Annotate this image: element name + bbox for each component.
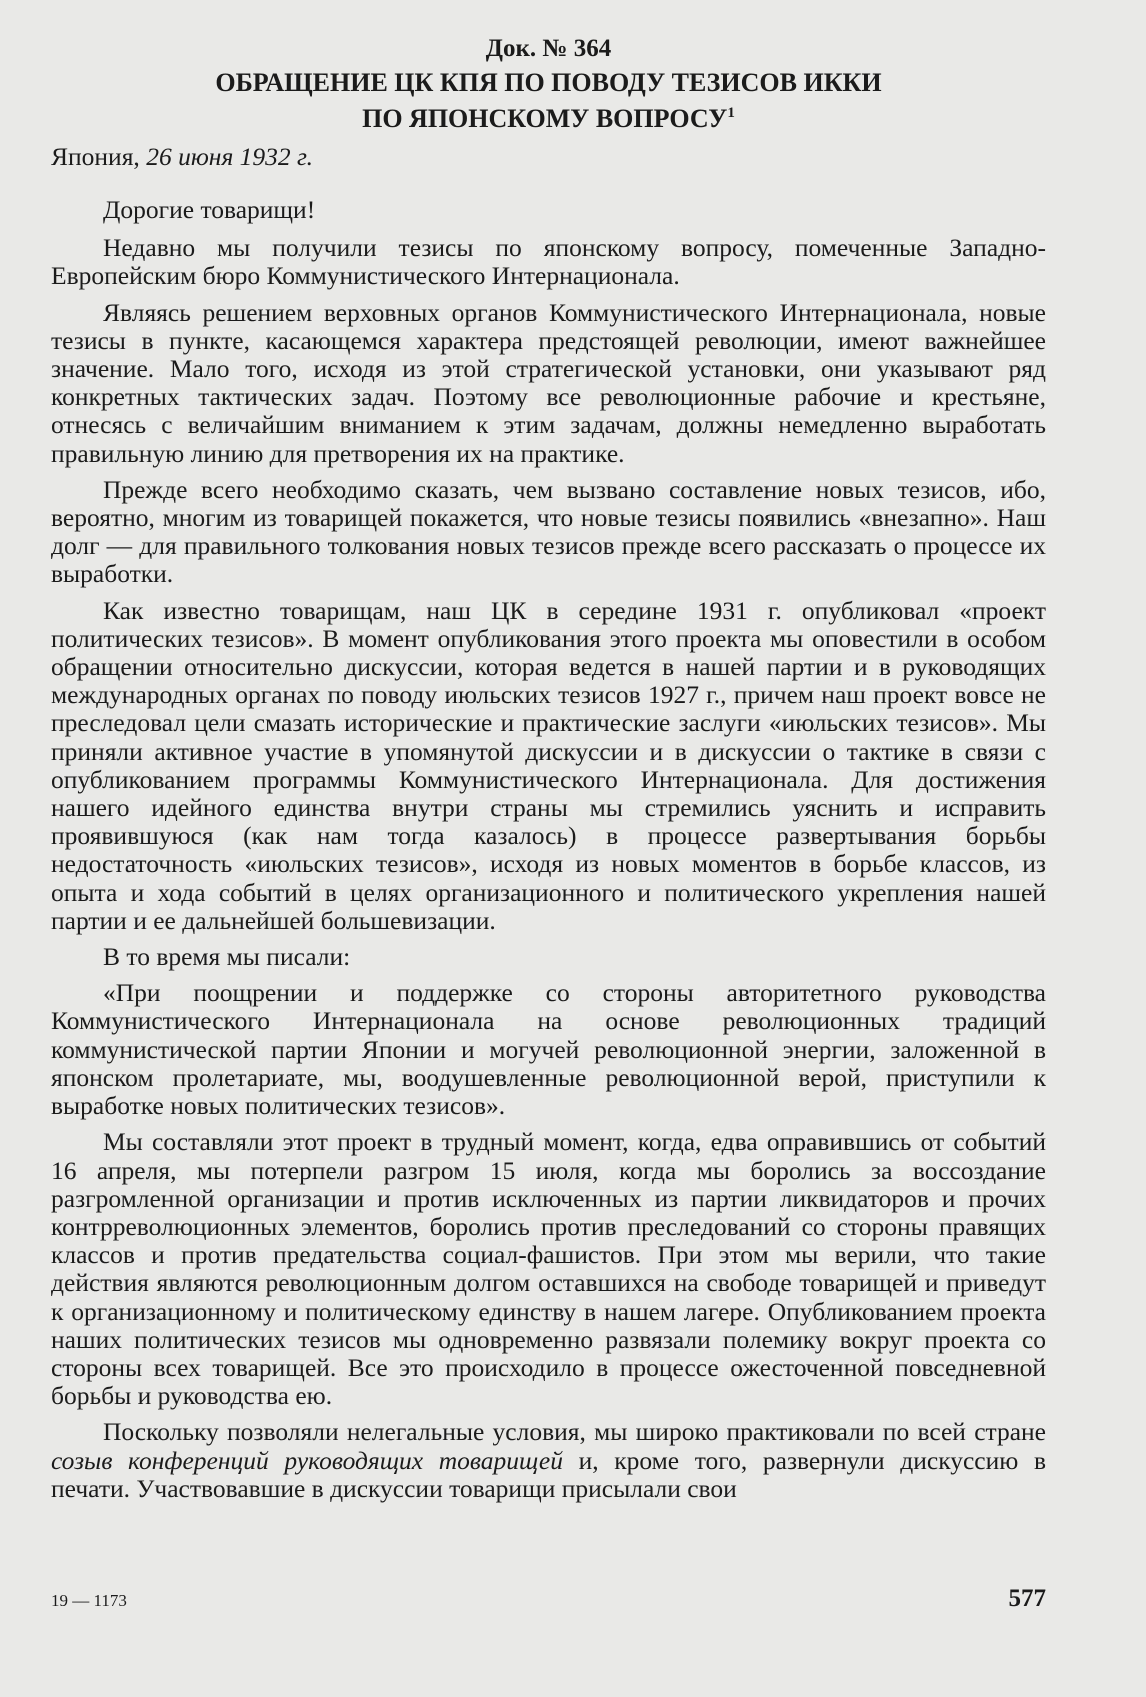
paragraph-3: Прежде всего необходимо сказать, чем вызвано составление новых тезисов, ибо, вероятно, многим из товарищей покажется, что новые тезисы появились «внезапно». Наш долг — для правильного толкования новых тезисов прежде всего рассказать о процессе их выработки. (51, 474, 1046, 589)
document-title (51, 68, 1046, 134)
footnote-mark: 1 (727, 105, 735, 121)
italic-phrase: созыв конференций руководящих товарищей (51, 1445, 563, 1475)
page-number: 577 (1008, 1585, 1046, 1612)
document-number: Док. № 364 (485, 35, 612, 62)
title-line-2: ПО ЯПОНСКОМУ ВОПРОСУ$^1$ (362, 104, 735, 133)
place-date (51, 140, 1046, 174)
paragraph-5: В то время мы писали: (103, 942, 351, 972)
greeting: Дорогие товарищи! (103, 195, 316, 224)
place: Япония, (51, 142, 140, 171)
paragraph-2: Являясь решением верховных органов Коммунистического Интернационала, новые тезисы в пункте, касающемся характера предстоящей революции, имеют важнейшее значение. Мало того, исходя из этой стратегической установки, они указывают ряд конкретных тактических задач. Поэтому все революционные рабочие и крестьяне, отнесясь с величайшим вниманием к этим задачам, должны немедленно выработать правильную линию для претворения их на практике. (51, 297, 1046, 468)
paragraph-8: Поскольку позволяли нелегальные условия, мы широко практиковали по всей стране созыв конференций руководящих товарищей и, кроме того, развернули дискуссию в печати. Участвовавшие в дискуссии товарищи присылали свои (51, 1417, 1046, 1503)
date: 26 июня 1932 г. (146, 142, 314, 171)
paragraph-1: Недавно мы получили тезисы по японскому вопросу, помеченные Западно-Европейским бюро Коммунистического Интернационала. (51, 233, 1046, 291)
printer-signature: 19 — 1173 (51, 1591, 127, 1610)
page-footer (51, 1585, 1046, 1613)
paragraph-4: Как известно товарищам, наш ЦК в середине 1931 г. опубликовал «проект политических тезисов». В момент опубликования этого проекта мы оповестили в особом обращении относительно дискуссии, которая ведется в нашей партии и в руководящих международных органах по поводу июльских тезисов 1927 г., причем наш проект вовсе не преследовал цели смазать исторические и практические заслуги «июльских тезисов». Мы приняли активное участие в упомянутой дискуссии и в дискуссии о тактике в связи с опубликованием программы Коммунистического Интернационала. Для достижения нашего идейного единства внутри страны мы стремились уяснить и исправить проявившуюся (как нам тогда казалось) в процессе развертывания борьбы недостаточность «июльских тезисов», исходя из новых моментов в борьбе классов, из опыта и хода событий в целях организационного и политического укрепления нашей партии и ее дальнейшей большевизации. (51, 595, 1046, 935)
paragraph-7: Мы составляли этот проект в трудный момент, когда, едва оправившись от событий 16 апреля, мы потерпели разгром 15 июля, когда мы боролись за воссоздание разгромленной организации и против исключенных из партии ликвидаторов и прочих контрреволюционных элементов, боролись против преследований со стороны правящих классов и против предательства социал-фашистов. При этом мы верили, что такие действия являются революционным долгом оставшихся на свободе товарищей и приведут к организационному и политическому единству в нашем лагере. Опубликованием проекта наших политических тезисов мы одновременно развязали полемику вокруг проекта со стороны всех товарищей. Все это происходило в процессе ожесточенной повседневной борьбы и руководства ею. (51, 1127, 1046, 1411)
paragraph-6-quote: «При поощрении и поддержке со стороны авторитетного руководства Коммунистического Интернационала на основе революционных традиций коммунистической партии Японии и могучей революционной энергии, заложенной в японском пролетариате, мы, воодушевленные революционной верой, приступили к выработке новых политических тезисов». (51, 978, 1046, 1121)
title-line-1: ОБРАЩЕНИЕ ЦК КПЯ ПО ПОВОДУ ТЕЗИСОВ ИККИ (215, 68, 882, 97)
